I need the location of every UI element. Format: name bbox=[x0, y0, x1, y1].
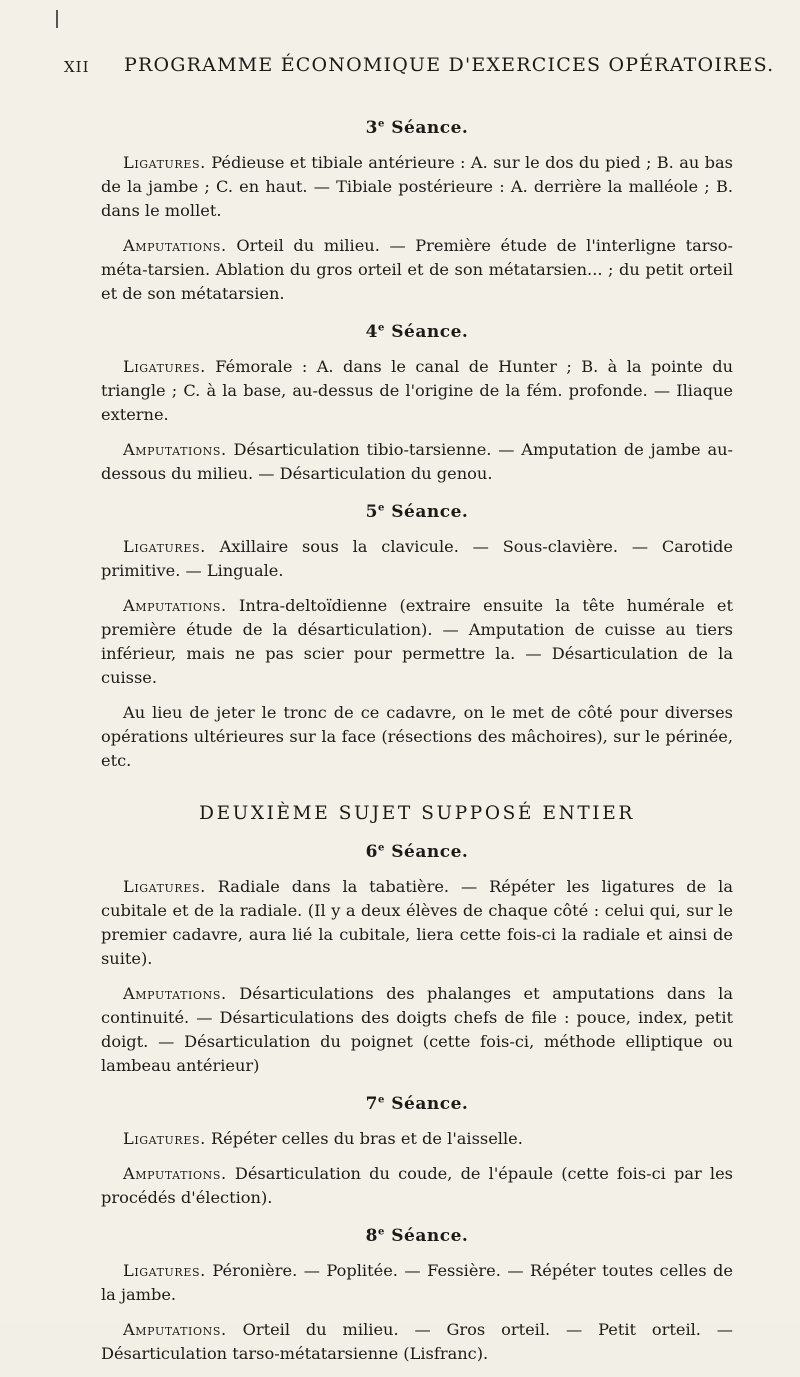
note-paragraph-5: Au lieu de jeter le tronc de ce cadavre, on le met de côté pour diverses opérations ultérieures sur la face (résections des mâchoires), sur le périnée, etc. bbox=[101, 703, 733, 770]
ligatures-label: Ligatures. bbox=[123, 537, 206, 556]
amputations-paragraph-4 bbox=[101, 438, 733, 486]
seance-heading-3: 3e Séance. bbox=[365, 118, 469, 138]
ligatures-paragraph-4 bbox=[101, 355, 733, 427]
amputations-text: Désarticulations des phalanges et amputations dans la continuité. — Désarticulations des doigts chefs de file : pouce, index, petit doigt. — Désarticulation du poignet (cette fois-ci, méthode elliptique ou lambeau antérieur) bbox=[101, 984, 733, 1075]
ligatures-paragraph-5 bbox=[101, 535, 733, 583]
ligatures-text: Fémorale : A. dans le canal de Hunter ; B. à la pointe du triangle ; C. à la base, au-dessus de l'origine de la fém. profonde. — Iliaque externe. bbox=[101, 357, 733, 424]
amputations-paragraph-5 bbox=[101, 594, 733, 690]
amputations-text: Orteil du milieu. — Première étude de l'interligne tarso-méta-tarsien. Ablation du gros orteil et de son métatarsien... ; du petit orteil et de son métatarsien. bbox=[101, 236, 733, 303]
amputations-paragraph-8 bbox=[101, 1318, 733, 1366]
amputations-label: Amputations. bbox=[123, 236, 227, 255]
ligatures-label: Ligatures. bbox=[123, 153, 206, 172]
ligatures-label: Ligatures. bbox=[123, 357, 206, 376]
page-number: XII bbox=[64, 58, 90, 76]
ligatures-paragraph-8 bbox=[101, 1259, 733, 1307]
page-content bbox=[101, 118, 733, 1377]
ligatures-paragraph-3 bbox=[101, 151, 733, 223]
seance-heading-5: 5e Séance. bbox=[365, 502, 469, 522]
amputations-text: Désarticulation du coude, de l'épaule (cette fois-ci par les procédés d'élection). bbox=[101, 1164, 733, 1207]
ligatures-paragraph-6 bbox=[101, 875, 733, 971]
ligatures-label: Ligatures. bbox=[123, 1261, 206, 1280]
ligatures-paragraph-7 bbox=[101, 1127, 733, 1151]
ligatures-text: Radiale dans la tabatière. — Répéter les ligatures de la cubitale et de la radiale. (Il y a deux élèves de chaque côté : celui qui, sur le premier cadavre, aura lié la cubitale, liera cette fois-ci la radiale et ainsi de suite). bbox=[101, 877, 733, 968]
amputations-label: Amputations. bbox=[123, 440, 227, 459]
seance-heading-6: 6e Séance. bbox=[365, 842, 469, 862]
print-mark bbox=[56, 10, 58, 28]
subject-heading: DEUXIÈME SUJET SUPPOSÉ ENTIER bbox=[199, 803, 635, 824]
running-title: PROGRAMME ÉCONOMIQUE D'EXERCICES OPÉRATOIRES. bbox=[124, 54, 775, 76]
amputations-label: Amputations. bbox=[123, 984, 227, 1003]
amputations-text: Intra-deltoïdienne (extraire ensuite la tête humérale et première étude de la désarticulation). — Amputation de cuisse au tiers inférieur, mais ne pas scier pour permettre la. — Désarticulation de la cuisse. bbox=[101, 596, 733, 687]
amputations-label: Amputations. bbox=[123, 1320, 227, 1339]
amputations-text: Désarticulation tibio-tarsienne. — Amputation de jambe au-dessous du milieu. — Désarticulation du genou. bbox=[101, 440, 733, 483]
ligatures-text: Axillaire sous la clavicule. — Sous-clavière. — Carotide primitive. — Linguale. bbox=[101, 537, 733, 580]
amputations-label: Amputations. bbox=[123, 1164, 227, 1183]
ligatures-text: Pédieuse et tibiale antérieure : A. sur le dos du pied ; B. au bas de la jambe ; C. en haut. — Tibiale postérieure : A. derrière la malléole ; B. dans le mollet. bbox=[101, 153, 733, 220]
ligatures-text: Répéter celles du bras et de l'aisselle. bbox=[210, 1129, 523, 1148]
ligatures-label: Ligatures. bbox=[123, 1129, 206, 1148]
amputations-paragraph-3 bbox=[101, 234, 733, 306]
seance-heading-4: 4e Séance. bbox=[365, 322, 469, 342]
amputations-text: Orteil du milieu. — Gros orteil. — Petit orteil. — Désarticulation tarso-métatarsienne (Lisfranc). bbox=[101, 1320, 733, 1363]
ligatures-text: Péronière. — Poplitée. — Fessière. — Répéter toutes celles de la jambe. bbox=[101, 1261, 733, 1304]
ligatures-label: Ligatures. bbox=[123, 877, 206, 896]
amputations-paragraph-6 bbox=[101, 982, 733, 1078]
amputations-label: Amputations. bbox=[123, 596, 227, 615]
seance-heading-8: 8e Séance. bbox=[365, 1226, 469, 1246]
running-head bbox=[64, 52, 775, 78]
seance-heading-7: 7e Séance. bbox=[365, 1094, 469, 1114]
amputations-paragraph-7 bbox=[101, 1162, 733, 1210]
